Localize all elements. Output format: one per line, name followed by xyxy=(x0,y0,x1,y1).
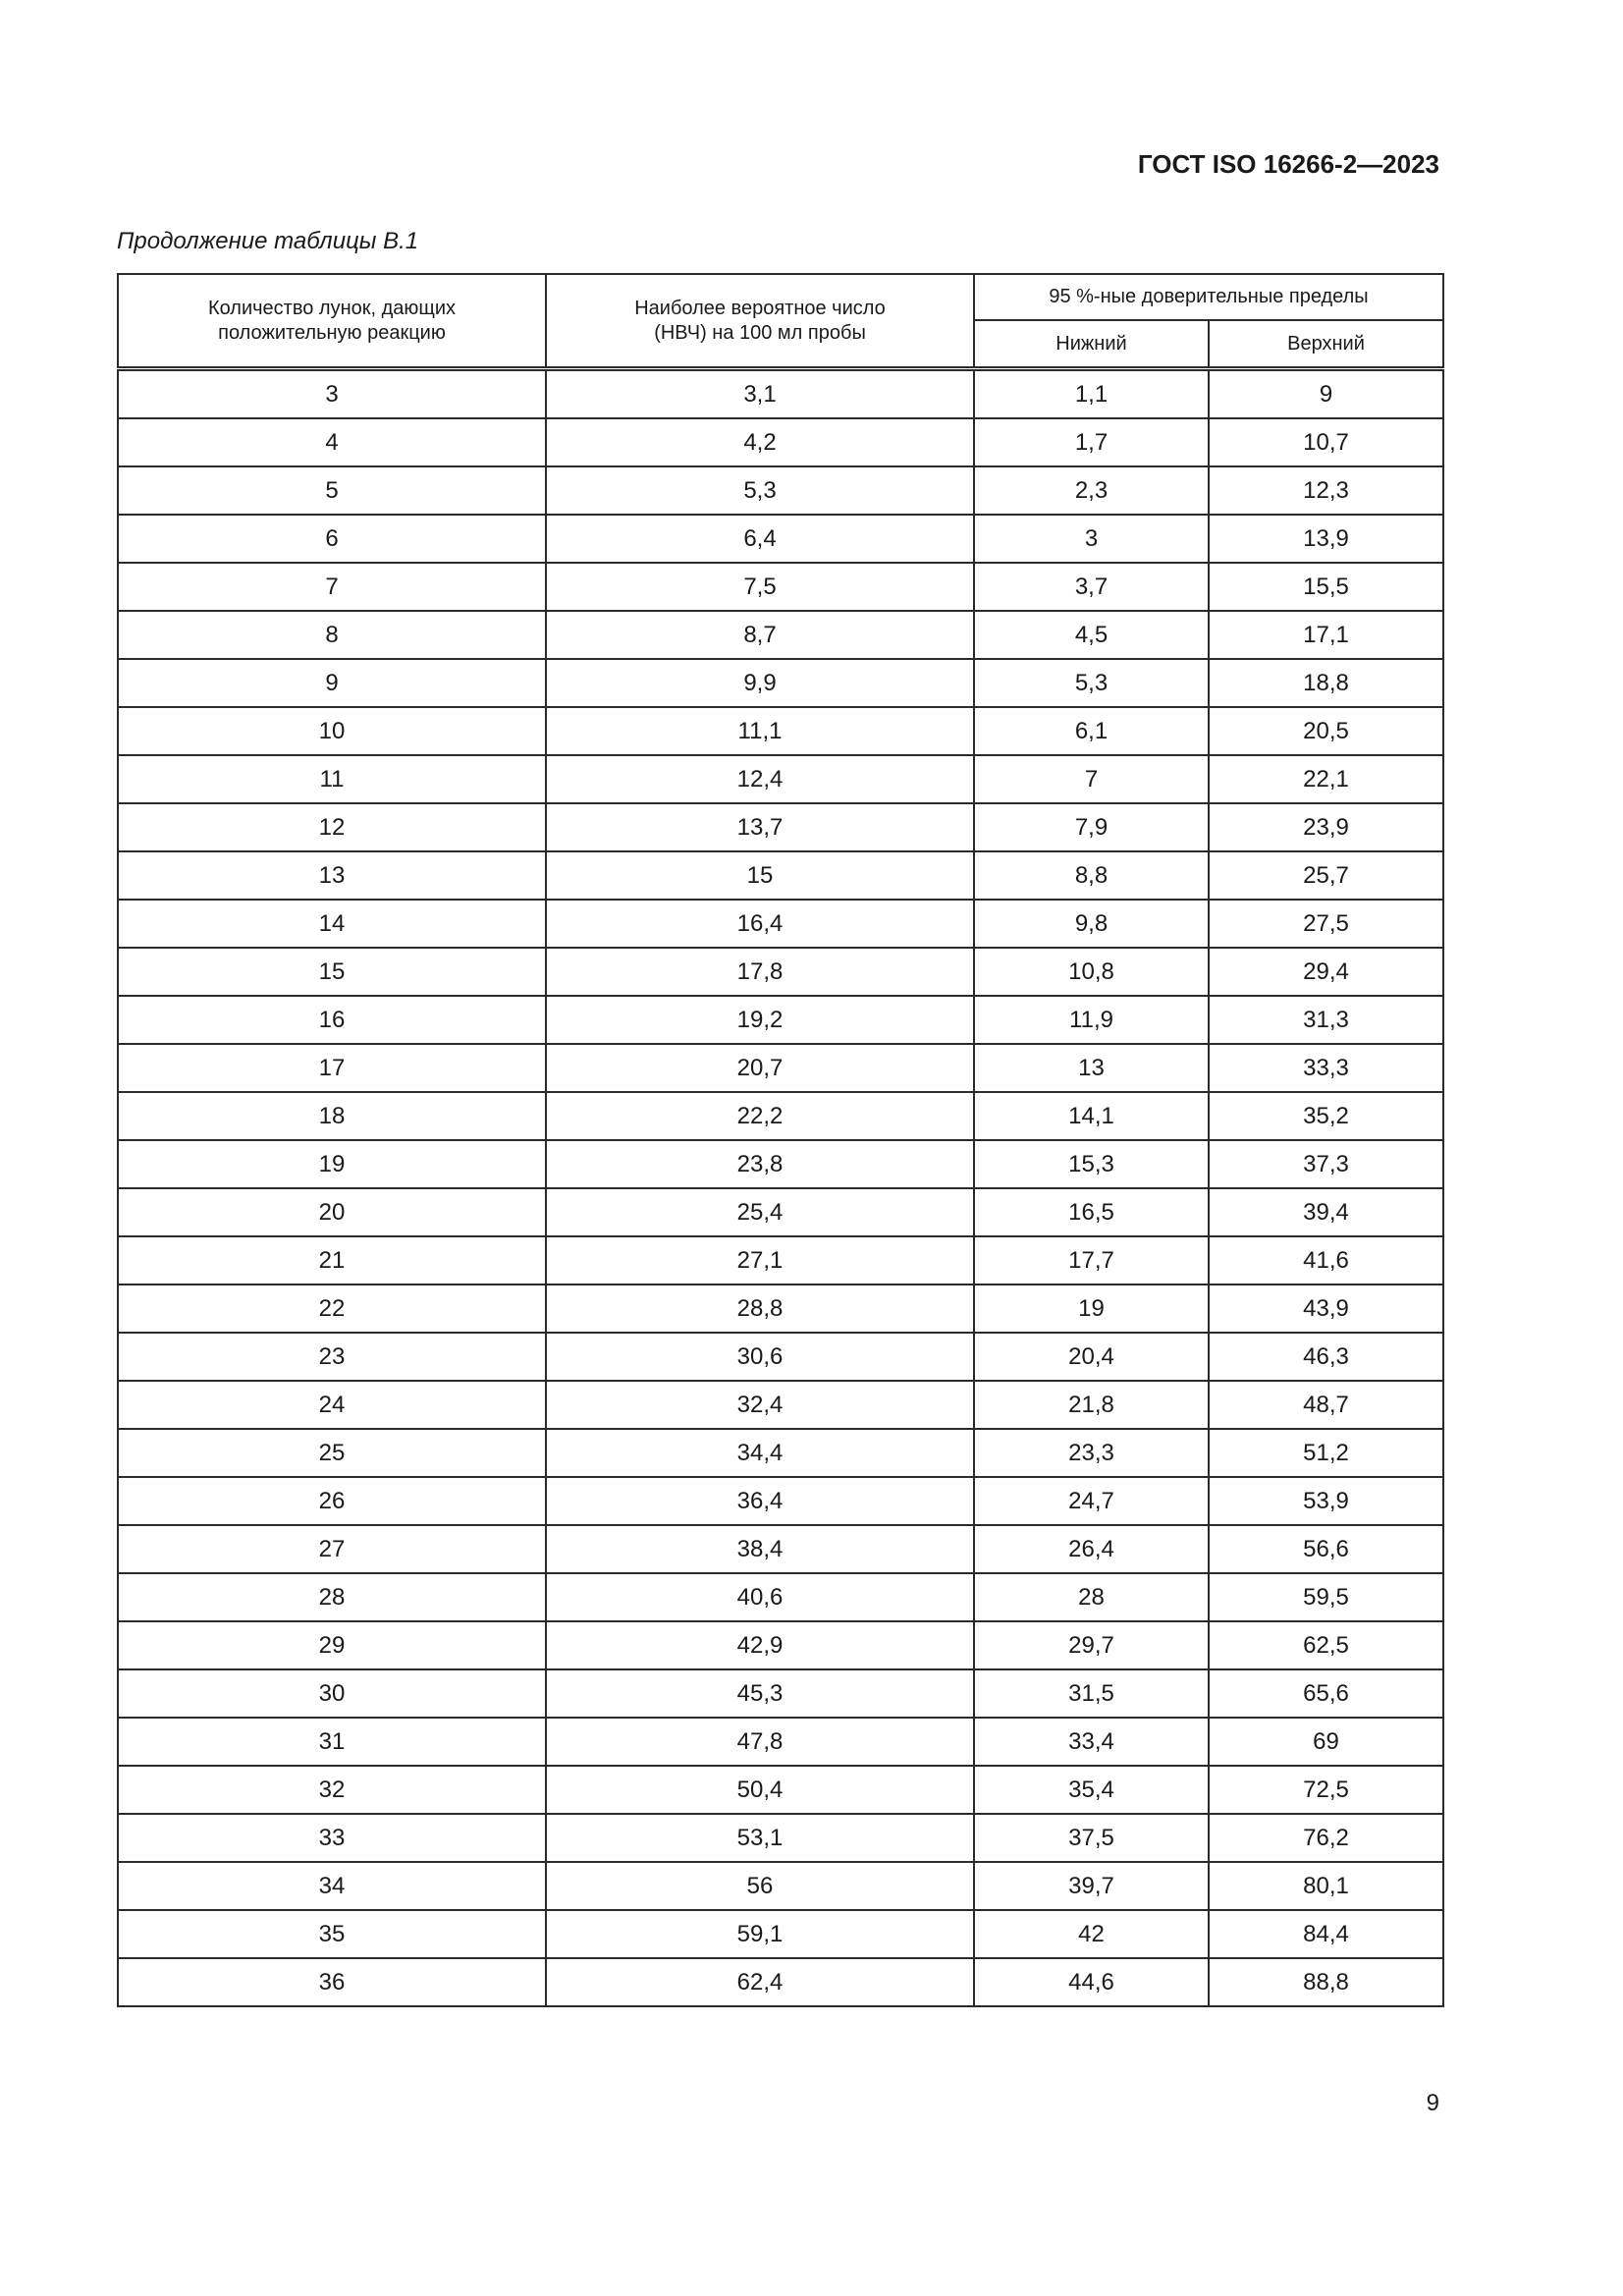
cell-lower-limit: 37,5 xyxy=(974,1814,1209,1862)
table-row xyxy=(118,900,1443,948)
cell-mpn: 40,6 xyxy=(546,1573,974,1621)
table-header xyxy=(118,274,1443,369)
cell-mpn: 38,4 xyxy=(546,1525,974,1573)
cell-upper-limit: 46,3 xyxy=(1209,1333,1443,1381)
cell-upper-limit: 31,3 xyxy=(1209,996,1443,1044)
cell-mpn: 34,4 xyxy=(546,1429,974,1477)
cell-mpn: 15 xyxy=(546,851,974,900)
cell-mpn: 16,4 xyxy=(546,900,974,948)
cell-lower-limit: 31,5 xyxy=(974,1669,1209,1718)
cell-lower-limit: 16,5 xyxy=(974,1188,1209,1236)
cell-positive-wells: 33 xyxy=(118,1814,546,1862)
cell-upper-limit: 29,4 xyxy=(1209,948,1443,996)
cell-mpn: 42,9 xyxy=(546,1621,974,1669)
cell-mpn: 28,8 xyxy=(546,1285,974,1333)
cell-upper-limit: 12,3 xyxy=(1209,466,1443,515)
cell-mpn: 19,2 xyxy=(546,996,974,1044)
cell-mpn: 45,3 xyxy=(546,1669,974,1718)
cell-mpn: 9,9 xyxy=(546,659,974,707)
table-row xyxy=(118,1669,1443,1718)
cell-mpn: 7,5 xyxy=(546,563,974,611)
cell-lower-limit: 5,3 xyxy=(974,659,1209,707)
cell-lower-limit: 3 xyxy=(974,515,1209,563)
cell-lower-limit: 21,8 xyxy=(974,1381,1209,1429)
table-row xyxy=(118,1525,1443,1573)
table-row xyxy=(118,1862,1443,1910)
table-row xyxy=(118,466,1443,515)
cell-positive-wells: 16 xyxy=(118,996,546,1044)
cell-mpn: 13,7 xyxy=(546,803,974,851)
cell-upper-limit: 39,4 xyxy=(1209,1188,1443,1236)
cell-lower-limit: 9,8 xyxy=(974,900,1209,948)
cell-mpn: 4,2 xyxy=(546,418,974,466)
cell-positive-wells: 35 xyxy=(118,1910,546,1958)
header-upper-limit: Верхний xyxy=(1209,320,1443,369)
cell-upper-limit: 13,9 xyxy=(1209,515,1443,563)
table-row xyxy=(118,803,1443,851)
cell-upper-limit: 48,7 xyxy=(1209,1381,1443,1429)
cell-positive-wells: 26 xyxy=(118,1477,546,1525)
cell-upper-limit: 27,5 xyxy=(1209,900,1443,948)
cell-mpn: 5,3 xyxy=(546,466,974,515)
cell-upper-limit: 41,6 xyxy=(1209,1236,1443,1285)
cell-lower-limit: 14,1 xyxy=(974,1092,1209,1140)
cell-lower-limit: 13 xyxy=(974,1044,1209,1092)
table-row xyxy=(118,1140,1443,1188)
table-row xyxy=(118,1621,1443,1669)
cell-mpn: 47,8 xyxy=(546,1718,974,1766)
cell-positive-wells: 15 xyxy=(118,948,546,996)
cell-upper-limit: 23,9 xyxy=(1209,803,1443,851)
cell-upper-limit: 37,3 xyxy=(1209,1140,1443,1188)
header-mpn: Наиболее вероятное число (НВЧ) на 100 мл пробы xyxy=(546,274,974,369)
cell-mpn: 3,1 xyxy=(546,369,974,419)
table-row xyxy=(118,1044,1443,1092)
cell-mpn: 11,1 xyxy=(546,707,974,755)
cell-mpn: 32,4 xyxy=(546,1381,974,1429)
table-row xyxy=(118,369,1443,419)
cell-positive-wells: 31 xyxy=(118,1718,546,1766)
cell-positive-wells: 11 xyxy=(118,755,546,803)
cell-upper-limit: 72,5 xyxy=(1209,1766,1443,1814)
cell-positive-wells: 36 xyxy=(118,1958,546,2006)
cell-lower-limit: 4,5 xyxy=(974,611,1209,659)
cell-mpn: 8,7 xyxy=(546,611,974,659)
cell-positive-wells: 5 xyxy=(118,466,546,515)
cell-positive-wells: 9 xyxy=(118,659,546,707)
cell-lower-limit: 1,7 xyxy=(974,418,1209,466)
cell-lower-limit: 19 xyxy=(974,1285,1209,1333)
cell-upper-limit: 9 xyxy=(1209,369,1443,419)
header-confidence-limits: 95 %-ные доверительные пределы xyxy=(974,274,1443,320)
cell-lower-limit: 28 xyxy=(974,1573,1209,1621)
cell-upper-limit: 20,5 xyxy=(1209,707,1443,755)
cell-positive-wells: 19 xyxy=(118,1140,546,1188)
cell-upper-limit: 43,9 xyxy=(1209,1285,1443,1333)
table-row xyxy=(118,1188,1443,1236)
table-row xyxy=(118,515,1443,563)
table-body xyxy=(118,369,1443,2007)
cell-lower-limit: 6,1 xyxy=(974,707,1209,755)
cell-upper-limit: 80,1 xyxy=(1209,1862,1443,1910)
cell-positive-wells: 30 xyxy=(118,1669,546,1718)
cell-upper-limit: 53,9 xyxy=(1209,1477,1443,1525)
cell-positive-wells: 18 xyxy=(118,1092,546,1140)
cell-upper-limit: 22,1 xyxy=(1209,755,1443,803)
table-row xyxy=(118,707,1443,755)
cell-lower-limit: 2,3 xyxy=(974,466,1209,515)
cell-upper-limit: 84,4 xyxy=(1209,1910,1443,1958)
cell-positive-wells: 4 xyxy=(118,418,546,466)
table-row xyxy=(118,1573,1443,1621)
cell-upper-limit: 88,8 xyxy=(1209,1958,1443,2006)
cell-lower-limit: 7,9 xyxy=(974,803,1209,851)
cell-upper-limit: 10,7 xyxy=(1209,418,1443,466)
cell-upper-limit: 51,2 xyxy=(1209,1429,1443,1477)
cell-mpn: 36,4 xyxy=(546,1477,974,1525)
cell-mpn: 59,1 xyxy=(546,1910,974,1958)
cell-lower-limit: 10,8 xyxy=(974,948,1209,996)
cell-positive-wells: 12 xyxy=(118,803,546,851)
table-row xyxy=(118,1429,1443,1477)
cell-mpn: 20,7 xyxy=(546,1044,974,1092)
table-row xyxy=(118,418,1443,466)
cell-lower-limit: 26,4 xyxy=(974,1525,1209,1573)
cell-positive-wells: 25 xyxy=(118,1429,546,1477)
cell-upper-limit: 33,3 xyxy=(1209,1044,1443,1092)
cell-positive-wells: 20 xyxy=(118,1188,546,1236)
mpn-table xyxy=(117,273,1444,2007)
cell-lower-limit: 1,1 xyxy=(974,369,1209,419)
cell-positive-wells: 27 xyxy=(118,1525,546,1573)
cell-upper-limit: 62,5 xyxy=(1209,1621,1443,1669)
cell-positive-wells: 24 xyxy=(118,1381,546,1429)
table-row xyxy=(118,563,1443,611)
table-row xyxy=(118,1477,1443,1525)
cell-lower-limit: 23,3 xyxy=(974,1429,1209,1477)
cell-mpn: 22,2 xyxy=(546,1092,974,1140)
table-row xyxy=(118,948,1443,996)
cell-positive-wells: 22 xyxy=(118,1285,546,1333)
cell-positive-wells: 10 xyxy=(118,707,546,755)
cell-positive-wells: 17 xyxy=(118,1044,546,1092)
cell-upper-limit: 59,5 xyxy=(1209,1573,1443,1621)
cell-positive-wells: 14 xyxy=(118,900,546,948)
cell-positive-wells: 32 xyxy=(118,1766,546,1814)
cell-upper-limit: 65,6 xyxy=(1209,1669,1443,1718)
cell-lower-limit: 11,9 xyxy=(974,996,1209,1044)
cell-lower-limit: 29,7 xyxy=(974,1621,1209,1669)
cell-lower-limit: 20,4 xyxy=(974,1333,1209,1381)
cell-mpn: 25,4 xyxy=(546,1188,974,1236)
table-row xyxy=(118,996,1443,1044)
cell-upper-limit: 56,6 xyxy=(1209,1525,1443,1573)
cell-lower-limit: 33,4 xyxy=(974,1718,1209,1766)
table-row xyxy=(118,659,1443,707)
cell-upper-limit: 17,1 xyxy=(1209,611,1443,659)
cell-lower-limit: 42 xyxy=(974,1910,1209,1958)
table-row xyxy=(118,1910,1443,1958)
table-row xyxy=(118,1718,1443,1766)
cell-positive-wells: 8 xyxy=(118,611,546,659)
header-lower-limit: Нижний xyxy=(974,320,1209,369)
cell-lower-limit: 3,7 xyxy=(974,563,1209,611)
table-caption: Продолжение таблицы В.1 xyxy=(117,228,419,254)
cell-lower-limit: 35,4 xyxy=(974,1766,1209,1814)
table-row xyxy=(118,1285,1443,1333)
cell-positive-wells: 21 xyxy=(118,1236,546,1285)
document-code: ГОСТ ISO 16266-2—2023 xyxy=(1137,149,1439,179)
cell-positive-wells: 34 xyxy=(118,1862,546,1910)
cell-upper-limit: 35,2 xyxy=(1209,1092,1443,1140)
cell-upper-limit: 15,5 xyxy=(1209,563,1443,611)
cell-lower-limit: 15,3 xyxy=(974,1140,1209,1188)
table-row xyxy=(118,1092,1443,1140)
cell-mpn: 30,6 xyxy=(546,1333,974,1381)
cell-positive-wells: 28 xyxy=(118,1573,546,1621)
cell-positive-wells: 7 xyxy=(118,563,546,611)
cell-mpn: 23,8 xyxy=(546,1140,974,1188)
cell-lower-limit: 39,7 xyxy=(974,1862,1209,1910)
cell-upper-limit: 18,8 xyxy=(1209,659,1443,707)
cell-mpn: 50,4 xyxy=(546,1766,974,1814)
cell-lower-limit: 7 xyxy=(974,755,1209,803)
cell-upper-limit: 69 xyxy=(1209,1718,1443,1766)
cell-positive-wells: 29 xyxy=(118,1621,546,1669)
cell-lower-limit: 24,7 xyxy=(974,1477,1209,1525)
cell-mpn: 27,1 xyxy=(546,1236,974,1285)
cell-mpn: 62,4 xyxy=(546,1958,974,2006)
cell-positive-wells: 23 xyxy=(118,1333,546,1381)
table-row xyxy=(118,1958,1443,2006)
cell-positive-wells: 3 xyxy=(118,369,546,419)
cell-positive-wells: 13 xyxy=(118,851,546,900)
cell-mpn: 53,1 xyxy=(546,1814,974,1862)
table-row xyxy=(118,1381,1443,1429)
table-row xyxy=(118,1766,1443,1814)
cell-mpn: 56 xyxy=(546,1862,974,1910)
cell-mpn: 6,4 xyxy=(546,515,974,563)
cell-lower-limit: 17,7 xyxy=(974,1236,1209,1285)
cell-upper-limit: 76,2 xyxy=(1209,1814,1443,1862)
table-row xyxy=(118,611,1443,659)
cell-positive-wells: 6 xyxy=(118,515,546,563)
table-row xyxy=(118,1333,1443,1381)
cell-lower-limit: 44,6 xyxy=(974,1958,1209,2006)
page-number: 9 xyxy=(1426,2090,1439,2116)
cell-upper-limit: 25,7 xyxy=(1209,851,1443,900)
table-row xyxy=(118,1814,1443,1862)
cell-lower-limit: 8,8 xyxy=(974,851,1209,900)
cell-mpn: 17,8 xyxy=(546,948,974,996)
table-row xyxy=(118,1236,1443,1285)
header-positive-wells: Количество лунок, дающих положительную реакцию xyxy=(118,274,546,369)
table-row xyxy=(118,851,1443,900)
table-row xyxy=(118,755,1443,803)
cell-mpn: 12,4 xyxy=(546,755,974,803)
